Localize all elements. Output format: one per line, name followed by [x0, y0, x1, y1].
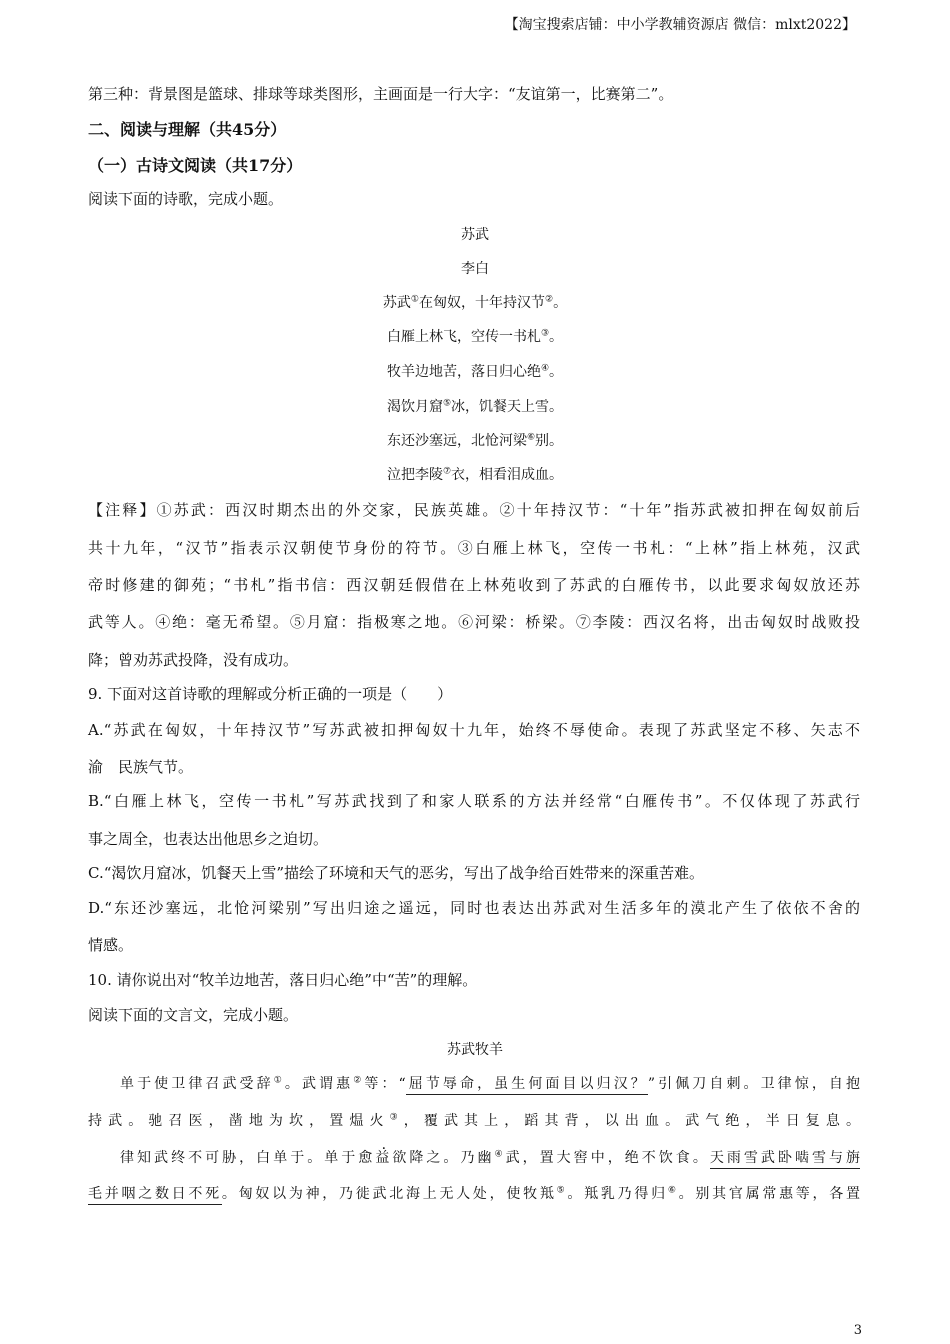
question-9-stem: 9. 下面对这首诗歌的理解或分析正确的一项是（ ） — [88, 685, 453, 703]
poem-line-6: 泣把李陵⑦衣，相看泪成血。 — [386, 466, 564, 483]
option-d-cont: 情感。 — [88, 936, 134, 954]
poem-line-4: 渴饮月窟⑤冰，饥餐天上雪。 — [386, 398, 564, 415]
section-title: 二、阅读与理解（共45分） — [88, 120, 287, 139]
poem-line-1: 苏武①在匈奴，十年持汉节②。 — [382, 294, 568, 311]
underlined-sentence: 屈节辱命，虽生何面目以归汉？ — [406, 1076, 648, 1095]
note-line: 共十九年，“汉节”指表示汉朝使节身份的符节。③白雁上林飞，空传一书札：“上林”指上林苑，汉武 — [88, 539, 860, 557]
prose-line-4: 毛并咽之数日不死。匈奴以为神，乃徙武北海上无人处，使牧羝⑤。羝乳乃得归⑥。别其官属常惠等，各置 — [88, 1183, 860, 1203]
page-number: 3 — [853, 1323, 862, 1338]
note-line: 武等人。④绝：毫无希望。⑤月窟：指极寒之地。⑥河梁：桥梁。⑦李陵：西汉名将，出击匈奴时战败投 — [88, 613, 860, 631]
option-d: D.“东还沙塞远，北怆河梁别”写出归途之遥远，同时也表达出苏武对生活多年的漠北产生了依依不舍的 — [88, 899, 860, 917]
note-line: 降；曾劝苏武投降，没有成功。 — [88, 651, 299, 669]
underlined-sentence: 天雨雪武卧啮雪与旃 — [710, 1150, 860, 1169]
option-a: A.“苏武在匈奴，十年持汉节”写苏武被扣押匈奴十九年，始终不辱使命。表现了苏武坚定不移、矢志不 — [88, 721, 860, 739]
dotted-character: 益 — [375, 1150, 393, 1166]
intro-line: 第三种：背景图是篮球、排球等球类图形，主画面是一行大字：“友谊第一，比赛第二”。 — [88, 85, 674, 103]
prose-line-2: 持武。驰召医，凿地为坎，置煴火③，覆武其上，蹈其背，以出血。武气绝，半日复息。 — [88, 1112, 861, 1129]
option-a-cont: 渝 民族气节。 — [88, 758, 194, 776]
poem-instruction: 阅读下面的诗歌，完成小题。 — [88, 190, 284, 208]
poem-line-3: 牧羊边地苦，落日归心绝④。 — [386, 363, 564, 380]
poem-line-5: 东还沙塞远，北怆河梁⑥别。 — [386, 432, 564, 449]
question-10: 10. 请你说出对“牧羊边地苦，落日归心绝”中“苦”的理解。 — [88, 971, 478, 989]
option-b-cont: 事之周全，也表达出他思乡之迫切。 — [88, 830, 329, 848]
poem-title: 苏武 — [461, 227, 489, 243]
note-line: 帝时修建的御苑；“书札”指书信：西汉朝廷假借在上林苑收到了苏武的白雁传书，以此要求匈奴放还苏 — [88, 576, 860, 594]
prose-line-1: 单于使卫律召武受辞①。武谓惠②等：“屈节辱命，虽生何面目以归汉？”引佩刀自刺。卫律惊，自抱 — [88, 1073, 860, 1093]
subsection-title: （一）古诗文阅读（共17分） — [88, 156, 303, 175]
prose-line-3: 律知武终不可胁，白单于。单于愈益欲降之。乃幽④武，置大窖中，绝不饮食。天雨雪武卧啮雪与旃 — [88, 1147, 860, 1167]
underlined-sentence: 毛并咽之数日不死 — [88, 1186, 222, 1205]
prose-title: 苏武牧羊 — [447, 1042, 503, 1058]
watermark-header: 【淘宝搜索店铺：中小学教辅资源店 微信：mlxt2022】 — [504, 17, 856, 33]
option-b: B.“白雁上林飞，空传一书札”写苏武找到了和家人联系的方法并经常“白雁传书”。不仅体现了苏武行 — [88, 792, 860, 810]
poem-author: 李白 — [461, 261, 489, 277]
prose-instruction: 阅读下面的文言文，完成小题。 — [88, 1006, 299, 1024]
option-c: C.“渴饮月窟冰，饥餐天上雪”描绘了环境和天气的恶劣，写出了战争给百姓带来的深重苦难。 — [88, 864, 705, 882]
poem-line-2: 白雁上林飞，空传一书札③。 — [386, 328, 564, 345]
note-line: 【注释】①苏武：西汉时期杰出的外交家，民族英雄。②十年持汉节：“十年”指苏武被扣押在匈奴前后 — [88, 501, 860, 519]
